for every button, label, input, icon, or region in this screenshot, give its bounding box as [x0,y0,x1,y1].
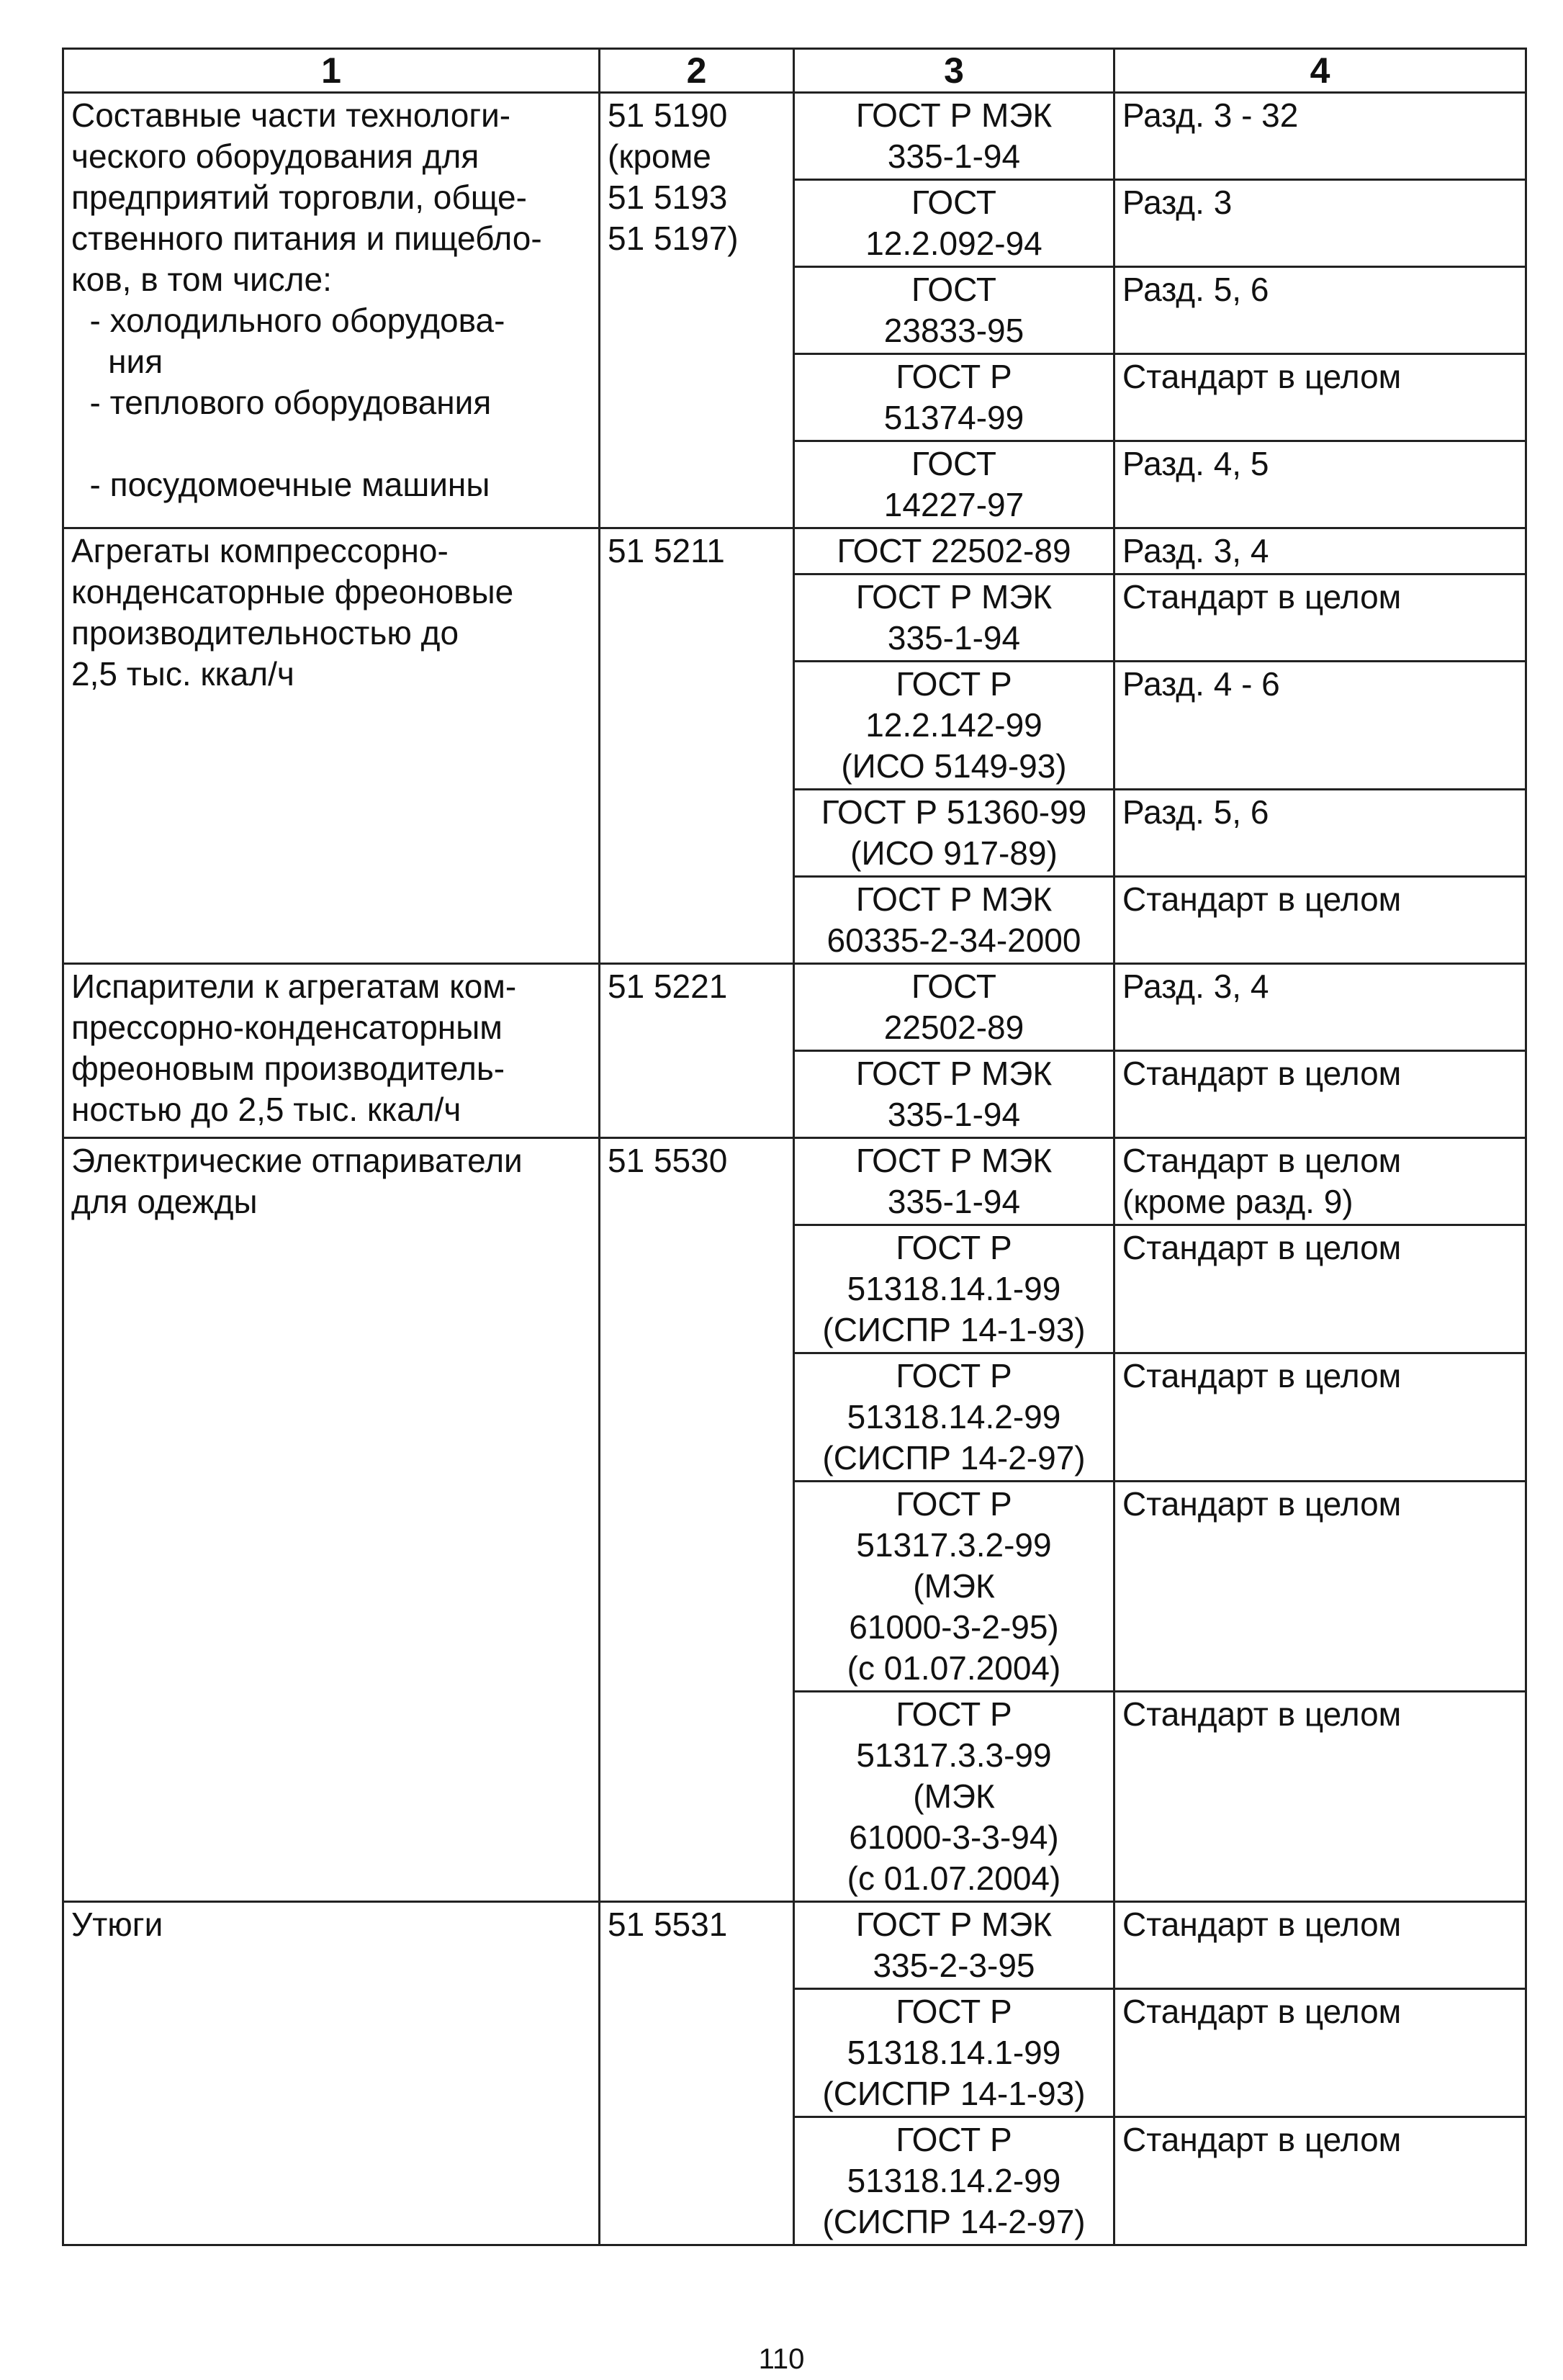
cell-line: производительностью до [71,614,459,652]
cell-line: ГОСТ Р МЭК [855,880,1053,918]
requirements-cell [1114,267,1526,354]
cell-line: 51374-99 [883,399,1024,436]
cell-line: 51 5530 [608,1142,728,1179]
requirements-cell [1114,180,1526,267]
cell-line: ГОСТ Р МЭК [855,1142,1053,1179]
requirements-cell [1114,354,1526,441]
cell-line: ГОСТ Р [896,1357,1012,1394]
cell-line: (ИСО 5149-93) [841,747,1067,785]
standard-cell [794,964,1114,1051]
header-row [63,49,1526,93]
page-number: 110 [758,2343,805,2375]
cell-line: Агрегаты компрессорно- [71,532,449,569]
cell-line: 61000-3-3-94) [849,1818,1059,1856]
cell-line: 61000-3-2-95) [849,1608,1059,1646]
requirements-cell [1114,574,1526,662]
standard-cell [794,1225,1114,1353]
table-body [63,93,1526,2245]
cell-line: (СИСПР 14-1-93) [822,2075,1086,2112]
cell-line: ГОСТ [911,445,996,482]
requirements-cell [1114,1353,1526,1482]
cell-line: Разд. 3 [1122,184,1233,221]
cell-line: Составные части технологи- [71,96,511,134]
document-page [62,48,1525,2246]
cell-line [71,423,591,464]
cell-line: ГОСТ Р [896,1993,1012,2030]
table-row [63,1138,1526,1225]
cell-line: Стандарт в целом [1122,1142,1402,1179]
cell-line: (с 01.07.2004) [847,1649,1061,1687]
product-name-cell [63,1138,600,1902]
cell-line: ГОСТ Р [896,1695,1012,1733]
product-name-cell [63,1902,600,2245]
cell-line: - холодильного оборудова- [71,302,505,339]
cell-line: 22502-89 [883,1009,1024,1046]
header-col-4: 4 [1114,49,1526,93]
table-row [63,1902,1526,1989]
cell-line: 51318.14.2-99 [847,2162,1061,2199]
cell-line: (ИСО 917-89) [850,834,1058,872]
product-name-cell [63,964,600,1138]
standard-cell [794,1138,1114,1225]
cell-line: ГОСТ Р [896,2121,1012,2158]
standards-table [62,48,1527,2246]
requirements-cell [1114,1225,1526,1353]
cell-line: Стандарт в целом [1122,1357,1402,1394]
table-row [63,528,1526,574]
cell-line: Стандарт в целом [1122,1229,1402,1266]
requirements-cell [1114,877,1526,964]
cell-line: (кроме [608,138,711,175]
cell-line: ГОСТ [911,271,996,308]
cell-line: 51317.3.3-99 [856,1736,1052,1774]
cell-line: ГОСТ Р МЭК [855,1906,1053,1943]
cell-line: 335-2-3-95 [873,1947,1035,1984]
cell-line: 335-1-94 [887,138,1021,175]
standard-cell [794,790,1114,877]
cell-line: 12.2.142-99 [865,706,1042,744]
cell-line: 12.2.092-94 [865,225,1042,262]
cell-line: (МЭК [913,1567,995,1605]
cell-line: - посудомоечные машины [71,466,490,503]
cell-line: 51 5531 [608,1906,728,1943]
cell-line: (с 01.07.2004) [847,1860,1061,1897]
header-col-2: 2 [600,49,794,93]
cell-line: 51318.14.1-99 [847,1270,1061,1307]
cell-line: ГОСТ Р [896,1485,1012,1523]
cell-line: 51317.3.2-99 [856,1526,1052,1564]
cell-line: Разд. 3, 4 [1122,532,1269,569]
table-row [63,964,1526,1051]
requirements-cell [1114,790,1526,877]
standard-cell [794,1482,1114,1692]
requirements-cell [1114,1989,1526,2117]
standard-cell [794,1692,1114,1902]
product-name-cell [63,528,600,964]
cell-line: 2,5 тыс. ккал/ч [71,655,294,693]
standard-cell [794,1989,1114,2117]
cell-line: Стандарт в целом [1122,358,1402,395]
requirements-cell [1114,2117,1526,2245]
cell-line: Утюги [71,1906,163,1943]
cell-line: ственного питания и пищебло- [71,220,542,257]
requirements-cell [1114,1051,1526,1138]
cell-line: 60335-2-34-2000 [826,921,1081,959]
cell-line: Испарители к агрегатам ком- [71,968,517,1005]
cell-line: ния [71,343,163,380]
cell-line: - теплового оборудования [71,384,492,421]
cell-line: Разд. 3 - 32 [1122,96,1299,134]
cell-line: конденсаторные фреоновые [71,573,514,610]
cell-line: Стандарт в целом [1122,1906,1402,1943]
cell-line: для одежды [71,1183,258,1220]
product-code-cell [600,93,794,528]
cell-line: Стандарт в целом [1122,1485,1402,1523]
cell-line: Стандарт в целом [1122,2121,1402,2158]
product-code-cell [600,1138,794,1902]
product-name-cell [63,93,600,528]
standard-cell [794,1051,1114,1138]
cell-line: ГОСТ Р [896,1229,1012,1266]
cell-line: 51 5197) [608,220,739,257]
cell-line: Разд. 5, 6 [1122,793,1269,831]
standard-cell [794,93,1114,180]
cell-line: ков, в том числе: [71,261,332,298]
requirements-cell [1114,662,1526,790]
cell-line: ГОСТ [911,968,996,1005]
product-code-cell [600,964,794,1138]
cell-line: ГОСТ 22502-89 [837,532,1071,569]
cell-line: Разд. 5, 6 [1122,271,1269,308]
requirements-cell [1114,93,1526,180]
cell-line: (СИСПР 14-1-93) [822,1311,1086,1348]
cell-line: 51 5193 [608,179,728,216]
requirements-cell [1114,1138,1526,1225]
cell-line: ГОСТ Р МЭК [855,578,1053,616]
product-code-cell [600,528,794,964]
requirements-cell [1114,964,1526,1051]
cell-line: Стандарт в целом [1122,1695,1402,1733]
cell-line: Стандарт в целом [1122,1055,1402,1092]
cell-line: 23833-95 [883,312,1024,349]
cell-line: предприятий торговли, обще- [71,179,527,216]
cell-line: Стандарт в целом [1122,578,1402,616]
requirements-cell [1114,528,1526,574]
standard-cell [794,2117,1114,2245]
cell-line: 51 5190 [608,96,728,134]
cell-line: Разд. 4 - 6 [1122,665,1280,703]
requirements-cell [1114,1692,1526,1902]
cell-line: (СИСПР 14-2-97) [822,2203,1086,2240]
cell-line: 51 5211 [608,532,725,569]
cell-line: 335-1-94 [887,1183,1021,1220]
cell-line: 51318.14.1-99 [847,2034,1061,2071]
standard-cell [794,1353,1114,1482]
cell-line: 335-1-94 [887,619,1021,657]
product-code-cell [600,1902,794,2245]
cell-line: Разд. 4, 5 [1122,445,1269,482]
cell-line: (кроме разд. 9) [1122,1183,1353,1220]
requirements-cell [1114,1482,1526,1692]
cell-line: прессорно-конденсаторным [71,1009,503,1046]
cell-line: ГОСТ Р МЭК [855,96,1053,134]
cell-line: 51318.14.2-99 [847,1398,1061,1435]
cell-line: Стандарт в целом [1122,1993,1402,2030]
cell-line: ГОСТ Р [896,665,1012,703]
standard-cell [794,662,1114,790]
cell-line: ГОСТ Р 51360-99 [821,793,1087,831]
cell-line: Разд. 3, 4 [1122,968,1269,1005]
requirements-cell [1114,1902,1526,1989]
cell-line: ГОСТ Р [896,358,1012,395]
cell-line: 335-1-94 [887,1096,1021,1133]
header-col-3: 3 [794,49,1114,93]
cell-line: Электрические отпариватели [71,1142,523,1179]
cell-line: (МЭК [913,1777,995,1815]
standard-cell [794,528,1114,574]
cell-line: (СИСПР 14-2-97) [822,1439,1086,1477]
standard-cell [794,574,1114,662]
standard-cell [794,441,1114,528]
cell-line: ГОСТ [911,184,996,221]
cell-line: фреоновым производитель- [71,1050,505,1087]
cell-line: ГОСТ Р МЭК [855,1055,1053,1092]
cell-line: ностью до 2,5 тыс. ккал/ч [71,1091,461,1128]
cell-line: 14227-97 [883,486,1024,523]
standard-cell [794,877,1114,964]
table-row [63,93,1526,180]
cell-line: 51 5221 [608,968,728,1005]
standard-cell [794,354,1114,441]
standard-cell [794,267,1114,354]
cell-line: ческого оборудования для [71,138,479,175]
requirements-cell [1114,441,1526,528]
header-col-1: 1 [63,49,600,93]
standard-cell [794,1902,1114,1989]
cell-line: Стандарт в целом [1122,880,1402,918]
standard-cell [794,180,1114,267]
